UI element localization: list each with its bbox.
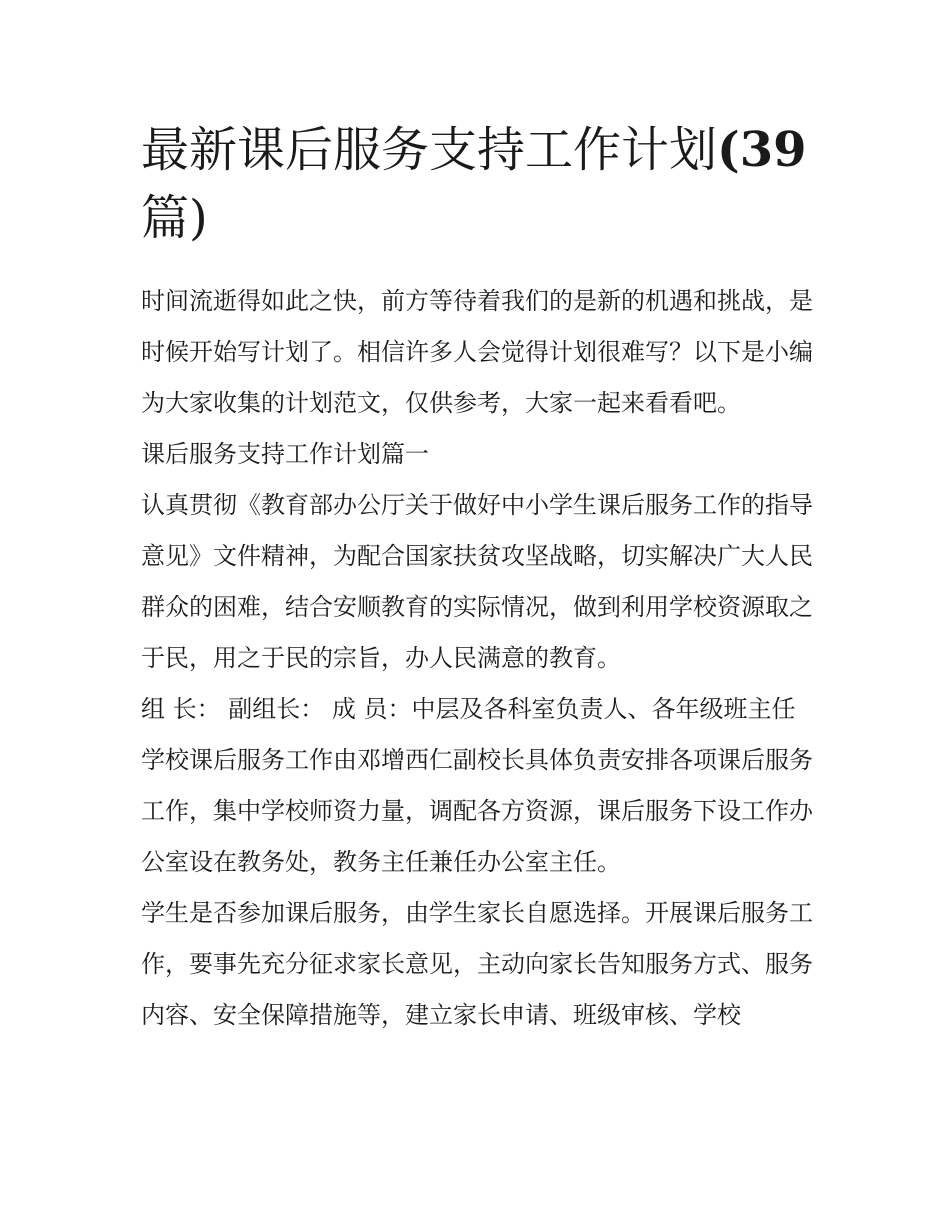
- section-heading: 课后服务支持工作计划篇一: [141, 440, 429, 468]
- title-suffix: 篇): [141, 190, 208, 246]
- document-body: [141, 276, 821, 1041]
- title-number: (39: [717, 122, 807, 178]
- document-title: [141, 116, 821, 252]
- body-paragraph: 学校课后服务工作由邓增西仁副校长具体负责安排各项课后服务工作，集中学校师资力量，调配各方资源，课后服务下设工作办公室设在教务处，教务主任兼任办公室主任。: [141, 746, 813, 876]
- body-paragraph: 学生是否参加课后服务，由学生家长自愿选择。开展课后服务工作，要事先充分征求家长意见，主动向家长告知服务方式、服务内容、安全保障措施等，建立家长申请、班级审核、学校: [141, 899, 813, 1029]
- intro-paragraph: 时间流逝得如此之快，前方等待着我们的是新的机遇和挑战，是时候开始写计划了。相信许多人会觉得计划很难写？以下是小编为大家收集的计划范文，仅供参考，大家一起来看看吧。: [141, 287, 813, 417]
- body-paragraph: 认真贯彻《教育部办公厅关于做好中小学生课后服务工作的指导意见》文件精神，为配合国家扶贫攻坚战略，切实解决广大人民群众的困难，结合安顺教育的实际情况，做到利用学校资源取之于民，用之于民的宗旨，办人民满意的教育。: [141, 491, 813, 672]
- body-paragraph: 组 长： 副组长： 成 员：中层及各科室负责人、各年级班主任: [141, 695, 796, 723]
- title-text: 最新课后服务支持工作计划: [141, 122, 718, 178]
